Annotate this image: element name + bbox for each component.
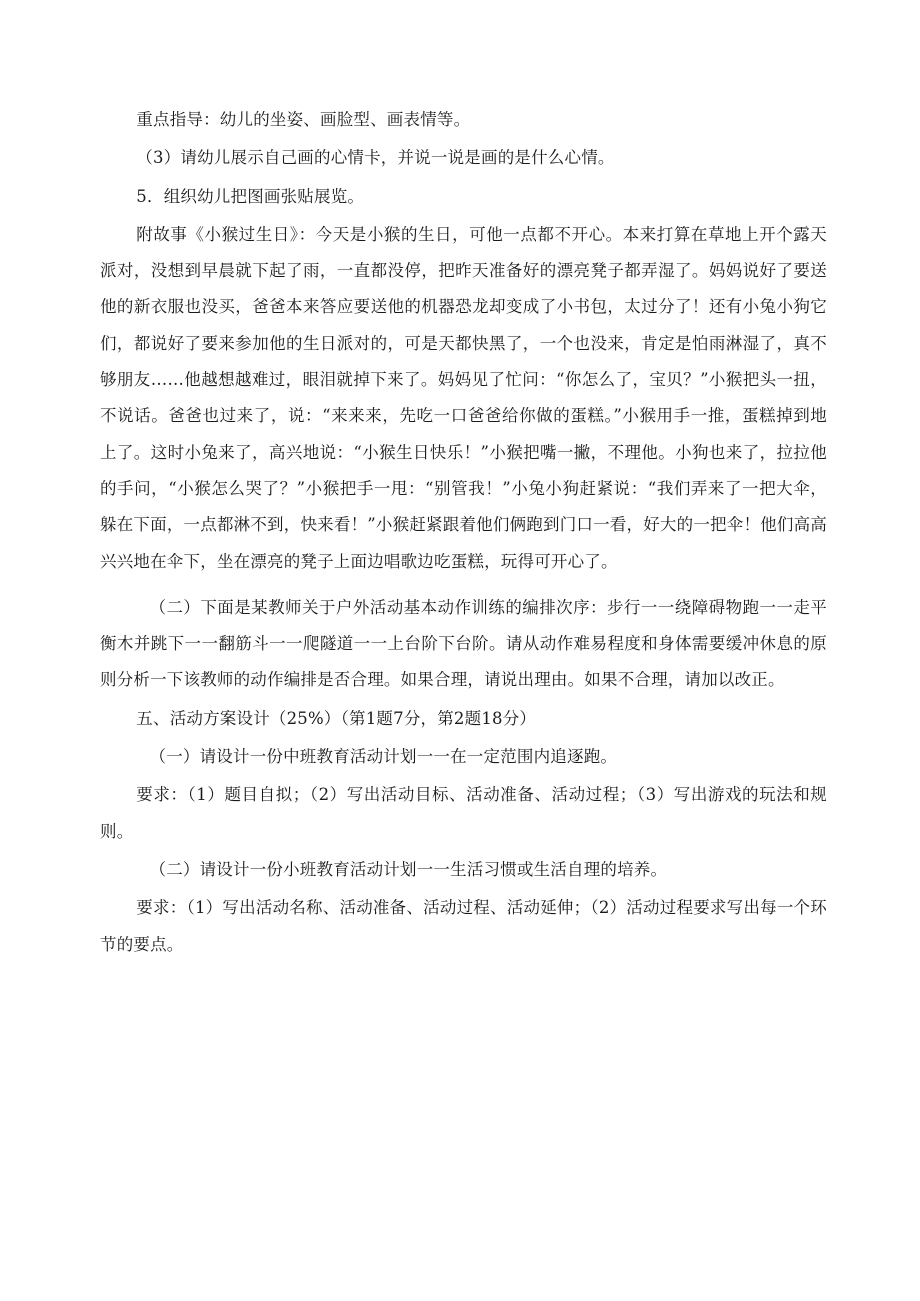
paragraph-story-monkey-birthday: 附故事《小猴过生日》：今天是小猴的生日，可他一点都不开心。本来打算在草地上开个露天派对，没想到早晨就下起了雨，一直都没停，把昨天准备好的漂亮凳子都弄湿了。妈妈说好了要送他的新衣服也没买，爸爸本来答应要送他的机器恐龙却变成了小书包，太过分了！还有小兔小狗它们，都说好了要来参加他的生日派对的，可是天都快黑了，一个也没来，肯定是怕雨淋湿了，真不够朋友……他越想越难过，眼泪就掉下来了。妈妈见了忙问：“你怎么了，宝贝？”小猴把头一扭，不说话。爸爸也过来了，说：“来来来，先吃一口爸爸给你做的蛋糕。”小猴用手一推，蛋糕掉到地上了。这时小兔来了，高兴地说：“小猴生日快乐！”小猴把嘴一撇，不理他。小狗也来了，拉拉他的手问，“小猴怎么哭了？”小猴把手一甩：“别管我！”小兔小狗赶紧说：“我们弄来了一把大伞，躲在下面，一点都淋不到，快来看！”小猴赶紧跟着他们俩跑到门口一看，好大的一把伞！他们高高兴兴地在伞下，坐在漂亮的凳子上面边唱歌边吃蛋糕，玩得可开心了。 xyxy=(100,224,827,571)
paragraph-task-small-class: （二）请设计一份小班教育活动计划一一生活习惯或生活自理的培养。 xyxy=(149,859,668,879)
section-heading-activity-design: 五、活动方案设计（25%）（第1题7分，第2题18分） xyxy=(136,708,537,728)
paragraph-requirements-1: 要求：（1）题目自拟；（2）写出活动目标、活动准备、活动过程；（3）写出游戏的玩法和规则。 xyxy=(100,785,827,841)
paragraph-key-guidance: 重点指导：幼儿的坐姿、画脸型、画表情等。 xyxy=(136,110,471,129)
document-body xyxy=(100,102,827,963)
paragraph-show-mood-card: （3）请幼儿展示自己画的心情卡，并说一说是画的是什么心情。 xyxy=(136,148,615,168)
paragraph-requirements-2: 要求：（1）写出活动名称、活动准备、活动过程、活动延伸；（2）活动过程要求写出每一个环节的要点。 xyxy=(100,898,827,954)
paragraph-display-drawings: 5．组织幼儿把图画张贴展览。 xyxy=(136,186,365,206)
paragraph-question-outdoor-activity: （二）下面是某教师关于户外活动基本动作训练的编排次序：步行一一绕障碍物跑一一走平衡木并跳下一一翻筋斗一一爬隧道一一上台阶下台阶。请从动作难易程度和身体需要缓冲休息的原则分析一下该教师的动作编排是否合理。如果合理，请说出理由。如果不合理，请加以改正。 xyxy=(100,597,827,690)
paragraph-task-middle-class: （一）请设计一份中班教育活动计划一一在一定范围内追逐跑。 xyxy=(149,747,618,767)
